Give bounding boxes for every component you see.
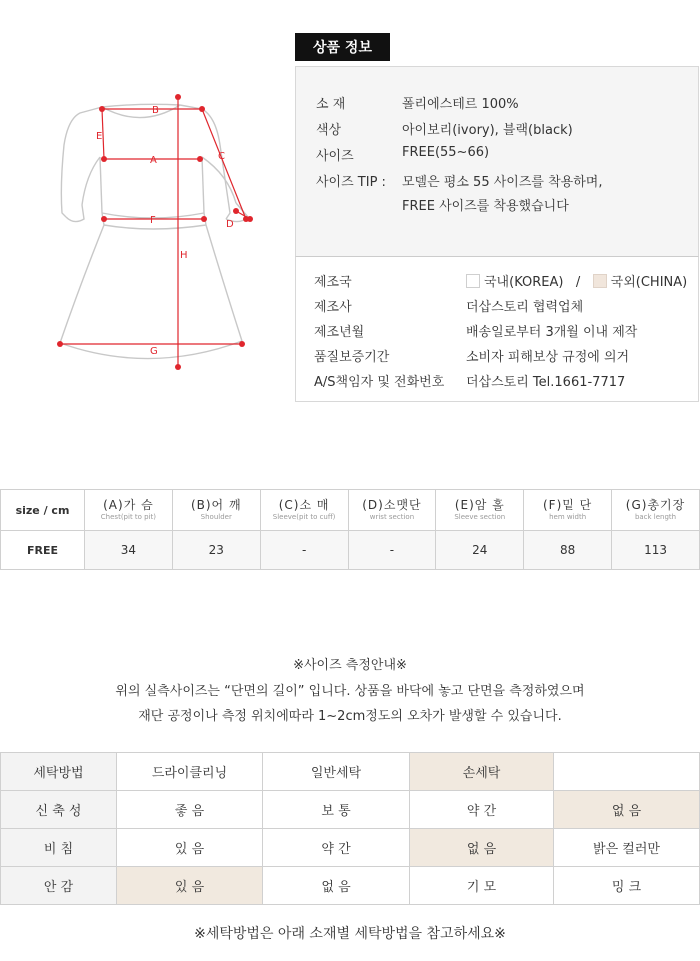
measurement-label-e: E (96, 131, 103, 142)
size-cell: 34 (85, 531, 173, 570)
care-cell: 드라이클리닝 (117, 753, 263, 791)
info-label: 품질보증기간 (314, 350, 390, 365)
care-cell-selected: 없 음 (410, 829, 554, 867)
measurement-label-d: D (226, 219, 234, 230)
size-unit-label: size / cm (1, 490, 85, 531)
size-notice-line1: 위의 실측사이즈는 “단면의 길이” 입니다. 상품을 바닥에 놓고 단면을 측정하였으며 (115, 684, 585, 699)
info-value: 더삽스토리 Tel.1661-7717 (466, 375, 626, 390)
size-table (0, 489, 700, 570)
care-cell (554, 753, 700, 791)
size-cell: 113 (612, 531, 700, 570)
measurement-lines (40, 85, 270, 385)
checkbox-korea (466, 274, 480, 288)
option-china: 국외(CHINA) (610, 275, 688, 290)
info-value: FREE(55~66) (402, 145, 490, 160)
measurement-point (57, 341, 63, 347)
info-label: A/S책임자 및 전화번호 (314, 375, 445, 390)
measurement-point (101, 216, 107, 222)
care-cell: 밍 크 (554, 867, 700, 905)
care-table-row (1, 829, 700, 867)
size-notice-title: ※사이즈 측정안내※ (293, 658, 407, 673)
info-label: 색상 (316, 123, 342, 138)
care-table (0, 752, 700, 905)
care-row-head: 신 축 성 (1, 791, 117, 829)
measurement-point (101, 156, 107, 162)
care-table-row (1, 753, 700, 791)
measurement-label-g: G (150, 346, 158, 357)
measurement-point (197, 156, 203, 162)
separator: / (575, 275, 581, 290)
care-table-row (1, 867, 700, 905)
size-col-header: (B)어 깨 Shoulder (172, 490, 260, 531)
size-col-header: (F)밑 단 hem width (524, 490, 612, 531)
checkbox-china-checked (593, 274, 607, 288)
size-cell: 88 (524, 531, 612, 570)
size-table-row (1, 531, 700, 570)
care-cell: 약 간 (410, 791, 554, 829)
care-cell: 밝은 컬러만 (554, 829, 700, 867)
measurement-label-f: F (150, 215, 156, 226)
care-cell-selected: 있 음 (117, 867, 263, 905)
info-value: 더삽스토리 협력업체 (466, 300, 584, 315)
measurement-label-b: B (152, 105, 159, 116)
info-value: 모델은 평소 55 사이즈를 착용하며, (402, 175, 603, 190)
measurement-point (175, 364, 181, 370)
care-cell: 없 음 (263, 867, 410, 905)
care-cell-selected: 손세탁 (410, 753, 554, 791)
product-info-panel (295, 66, 699, 256)
measurement-label-a: A (150, 155, 157, 166)
info-value: 소비자 피해보상 규정에 의거 (466, 350, 630, 365)
size-col-header: (E)암 홀 Sleeve section (436, 490, 524, 531)
size-col-header: (A)가 슴 Chest(pit to pit) (85, 490, 173, 531)
care-row-head: 비 침 (1, 829, 117, 867)
option-korea: 국내(KOREA) (484, 275, 564, 290)
care-cell-selected: 없 음 (554, 791, 700, 829)
info-label: 소 재 (316, 97, 346, 112)
info-label: 제조국 (314, 275, 352, 290)
size-cell: 24 (436, 531, 524, 570)
size-col-header: (G)총기장 back length (612, 490, 700, 531)
measurement-point (201, 216, 207, 222)
care-row-head: 안 감 (1, 867, 117, 905)
care-table-row (1, 791, 700, 829)
info-value: 폴리에스테르 100% (402, 97, 519, 112)
size-cell: - (260, 531, 348, 570)
care-cell: 일반세탁 (263, 753, 410, 791)
measurement-point (175, 94, 181, 100)
info-label: 사이즈 (316, 149, 354, 164)
measurement-label-c: C (218, 151, 225, 162)
care-cell: 기 모 (410, 867, 554, 905)
care-cell: 있 음 (117, 829, 263, 867)
footer-note: ※세탁방법은 아래 소재별 세탁방법을 참고하세요※ (194, 926, 506, 942)
origin-options (466, 271, 687, 290)
info-value: 배송일로부터 3개월 이내 제작 (466, 325, 638, 340)
care-cell: 약 간 (263, 829, 410, 867)
measurement-line-c (202, 109, 246, 219)
care-row-head: 세탁방법 (1, 753, 117, 791)
info-label: 제조년월 (314, 325, 365, 340)
measurement-point (247, 216, 253, 222)
info-value: FREE 사이즈를 착용했습니다 (402, 199, 569, 214)
measurement-point (233, 208, 239, 214)
measurement-label-h: H (180, 250, 188, 261)
info-value: 아이보리(ivory), 블랙(black) (402, 123, 573, 138)
measurement-point (239, 341, 245, 347)
size-col-header: (D)소맷단 wrist section (348, 490, 436, 531)
care-cell: 좋 음 (117, 791, 263, 829)
size-cell: - (348, 531, 436, 570)
size-col-header: (C)소 매 Sleeve(pit to cuff) (260, 490, 348, 531)
info-label: 제조사 (314, 300, 352, 315)
size-cell: 23 (172, 531, 260, 570)
product-info-title: 상품 정보 (295, 33, 390, 61)
measurement-point (199, 106, 205, 112)
manufacturing-info-panel (295, 256, 699, 402)
size-notice-line2: 재단 공정이나 측정 위치에따라 1~2cm정도의 오차가 발생할 수 있습니다. (138, 709, 562, 724)
size-table-header-row (1, 490, 700, 531)
care-cell: 보 통 (263, 791, 410, 829)
measurement-point (99, 106, 105, 112)
size-row-label: FREE (1, 531, 85, 570)
info-label: 사이즈 TIP : (316, 175, 386, 190)
